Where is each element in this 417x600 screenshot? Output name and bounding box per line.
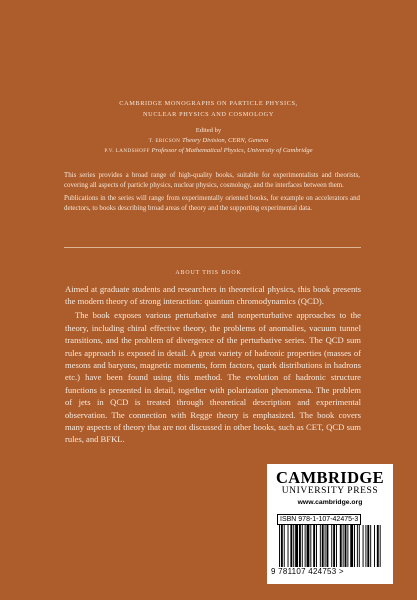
series-title-line1: CAMBRIDGE MONOGRAPHS ON PARTICLE PHYSICS,: [119, 100, 298, 107]
barcode-bar: [295, 525, 298, 567]
barcode-bar: [336, 525, 337, 567]
editor-1: [40, 136, 377, 147]
about-paragraph-2: The book exposes various perturbative and nonperturbative approaches to the theory, including chiral effective theory, the problems of anomalies, vacuum tunnel transitions, and the problem of divergence of the perturbative series. The QCD sum rules approach is exposed in detail. A great variety of hadronic properties (masses of mesons and baryons, magnetic moments, form factors, quark distributions in hadrons etc.) have been found using this method. The evolution of hadronic structure functions is presented in detail, together with polarization phenomena. The problem of jets in QCD is treated through theoretical description and experimental observation. The connection with Regge theory is emphasized. The book covers many aspects of theory that are not discussed in other books, such as CET, QCD sum rules, and BFKL.: [65, 310, 361, 445]
barcode-bar: [290, 525, 292, 567]
barcode-bar: [350, 525, 353, 567]
editor-2: [40, 146, 377, 157]
about-paragraph-1: Aimed at graduate students and researchers in theoretical physics, this book presents the modern theory of strong interaction: quantum chromodynamics (QCD).: [65, 284, 361, 307]
barcode-bar: [347, 525, 348, 567]
isbn-barcode: [277, 525, 385, 567]
barcode-bar: [374, 525, 375, 567]
series-title: [40, 98, 377, 120]
editor-1-affiliation: Theory Division, CERN, Geneva: [181, 136, 269, 144]
barcode-bar: [316, 525, 317, 567]
barcode-bar: [305, 525, 306, 567]
divider-rule: [64, 247, 361, 248]
barcode-bar: [340, 525, 342, 567]
about-body: [65, 283, 361, 447]
barcode-bar: [333, 525, 335, 567]
barcode-bar: [325, 525, 326, 567]
barcode-bar: [279, 525, 280, 567]
barcode-bar: [377, 525, 379, 567]
editor-2-affiliation: Professor of Mathematical Physics, University of Cambridge: [151, 147, 313, 154]
barcode-bar: [327, 525, 329, 567]
barcode-bar: [313, 525, 315, 567]
barcode-bar: [320, 525, 321, 567]
barcode-bar: [365, 525, 366, 567]
barcode-bar: [288, 525, 289, 567]
barcode-bar: [363, 525, 364, 567]
barcode-bar: [322, 525, 324, 567]
editor-2-name: P.V. LANDSHOFF: [104, 148, 150, 154]
series-description: [64, 171, 360, 218]
barcode-bar: [331, 525, 332, 567]
barcode-bar: [343, 525, 344, 567]
edited-by-label: Edited by: [195, 127, 222, 134]
barcode-bar: [380, 525, 381, 567]
barcode-bar: [302, 525, 303, 567]
barcode-bar: [310, 525, 311, 567]
barcode-digits: 9 781107 424753 >: [271, 567, 344, 576]
barcode-bar: [370, 525, 371, 567]
barcode-bar: [284, 525, 285, 567]
barcode-bar: [281, 525, 283, 567]
publisher-name: CAMBRIDGE: [275, 468, 385, 487]
isbn-label: ISBN 978-1-107-42475-3: [277, 514, 361, 525]
about-heading: ABOUT THIS BOOK: [175, 270, 242, 276]
publisher-imprint-box: [267, 464, 393, 584]
barcode-bar: [307, 525, 310, 567]
editors-block: [40, 126, 377, 157]
barcode-bar: [359, 525, 360, 567]
series-description-p1: This series provides a broad range of high-quality books, suitable for experimentalists and theorists, covering all aspects of particle physics, nuclear physics, cosmology, and the interfaces between them.: [64, 172, 360, 190]
series-description-p2: Publications in the series will range from experimentally oriented books, for example on accelerators and detectors, to books describing broad areas of theory and the supporting experimental data.: [64, 195, 360, 213]
barcode-bar: [354, 525, 355, 567]
editor-1-name: T. ERICSON: [148, 137, 181, 144]
barcode-bar: [357, 525, 358, 567]
barcode-bar: [345, 525, 347, 567]
publisher-website: www.cambridge.org: [297, 499, 363, 506]
barcode-bar: [293, 525, 294, 567]
publisher-subtitle: UNIVERSITY PRESS: [281, 486, 379, 496]
series-title-line2: NUCLEAR PHYSICS AND COSMOLOGY: [143, 111, 274, 118]
barcode-bar: [367, 525, 369, 567]
barcode-bar: [299, 525, 301, 567]
